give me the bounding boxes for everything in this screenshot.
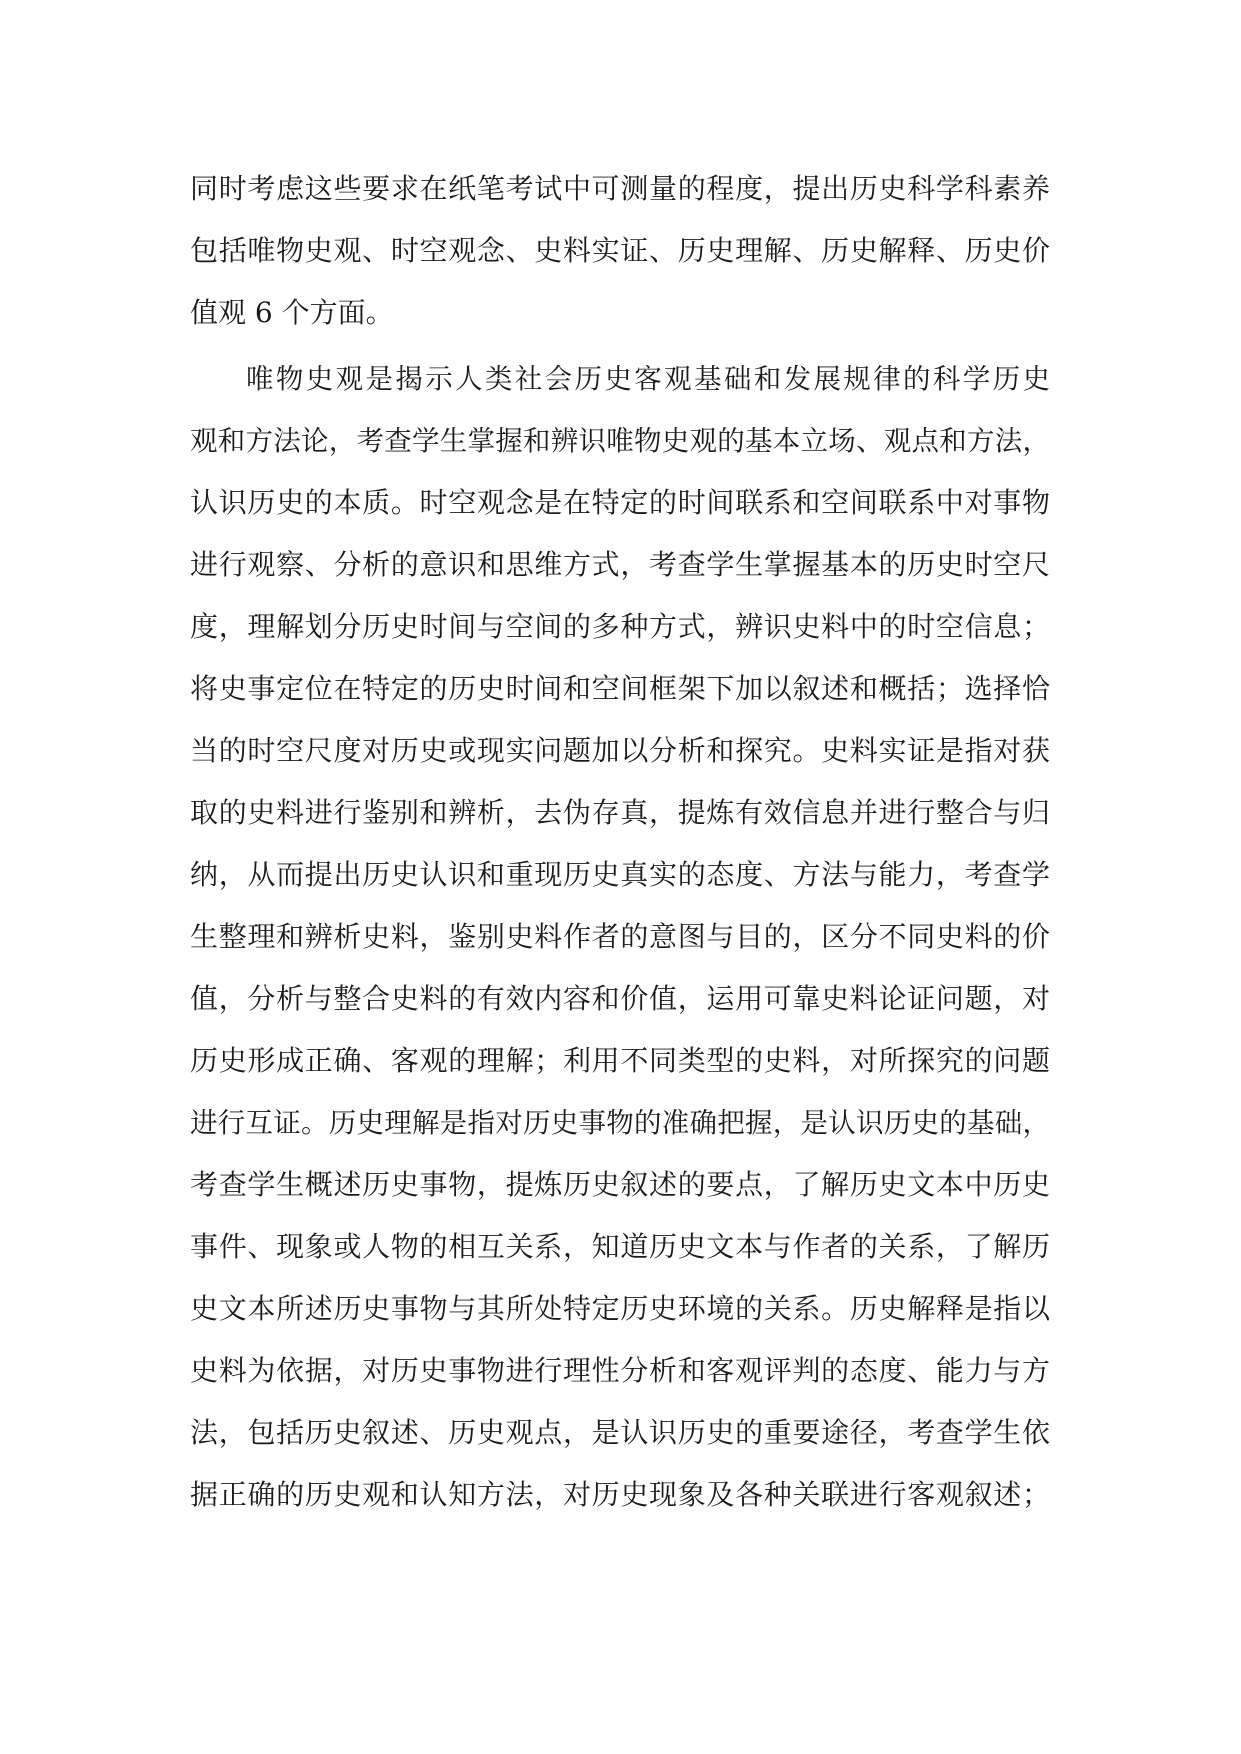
- text-line: 生整理和辨析史料，鉴别史料作者的意图与目的，区分不同史料的价: [190, 920, 1050, 953]
- text-line: 将史事定位在特定的历史时间和空间框架下加以叙述和概括；选择恰: [190, 672, 1050, 705]
- text-line: 进行互证。历史理解是指对历史事物的准确把握，是认识历史的基础，: [190, 1107, 1050, 1139]
- text-line: 包括唯物史观、时空观念、史料实证、历史理解、历史解释、历史价: [190, 234, 1050, 267]
- text-line: 纳，从而提出历史认识和重现历史真实的态度、方法与能力，考查学: [190, 858, 1050, 891]
- paragraph-1: [190, 158, 1050, 344]
- text-line: 认识历史的本质。时空观念是在特定的时间联系和空间联系中对事物: [190, 486, 1050, 519]
- text-line: 考查学生概述历史事物，提炼历史叙述的要点，了解历史文本中历史: [190, 1168, 1050, 1201]
- text-line: 事件、现象或人物的相互关系，知道历史文本与作者的关系，了解历: [190, 1230, 1050, 1263]
- text-line: 值观 6 个方面。: [190, 296, 394, 329]
- body-text: [190, 158, 1050, 1526]
- paragraph-2: [190, 348, 1050, 1526]
- text-line: 历史形成正确、客观的理解；利用不同类型的史料，对所探究的问题: [190, 1044, 1050, 1077]
- text-line: 法，包括历史叙述、历史观点，是认识历史的重要途径，考查学生依: [190, 1416, 1050, 1449]
- text-line: 当的时空尺度对历史或现实问题加以分析和探究。史料实证是指对获: [190, 734, 1050, 767]
- text-line: 值，分析与整合史料的有效内容和价值，运用可靠史料论证问题，对: [190, 982, 1050, 1015]
- text-line: 唯物史观是揭示人类社会历史客观基础和发展规律的科学历史: [246, 363, 1050, 395]
- text-line: 取的史料进行鉴别和辨析，去伪存真，提炼有效信息并进行整合与归: [190, 796, 1050, 829]
- text-line: 观和方法论，考查学生掌握和辨识唯物史观的基本立场、观点和方法，: [190, 425, 1050, 457]
- text-line: 据正确的历史观和认知方法，对历史现象及各种关联进行客观叙述；: [190, 1478, 1050, 1511]
- text-line: 史料为依据，对历史事物进行理性分析和客观评判的态度、能力与方: [190, 1354, 1050, 1387]
- text-line: 史文本所述历史事物与其所处特定历史环境的关系。历史解释是指以: [190, 1292, 1050, 1325]
- text-line: 度，理解划分历史时间与空间的多种方式，辨识史料中的时空信息；: [190, 610, 1050, 643]
- text-line: 同时考虑这些要求在纸笔考试中可测量的程度，提出历史科学科素养: [190, 172, 1050, 205]
- text-line: 进行观察、分析的意识和思维方式，考查学生掌握基本的历史时空尺: [190, 548, 1050, 581]
